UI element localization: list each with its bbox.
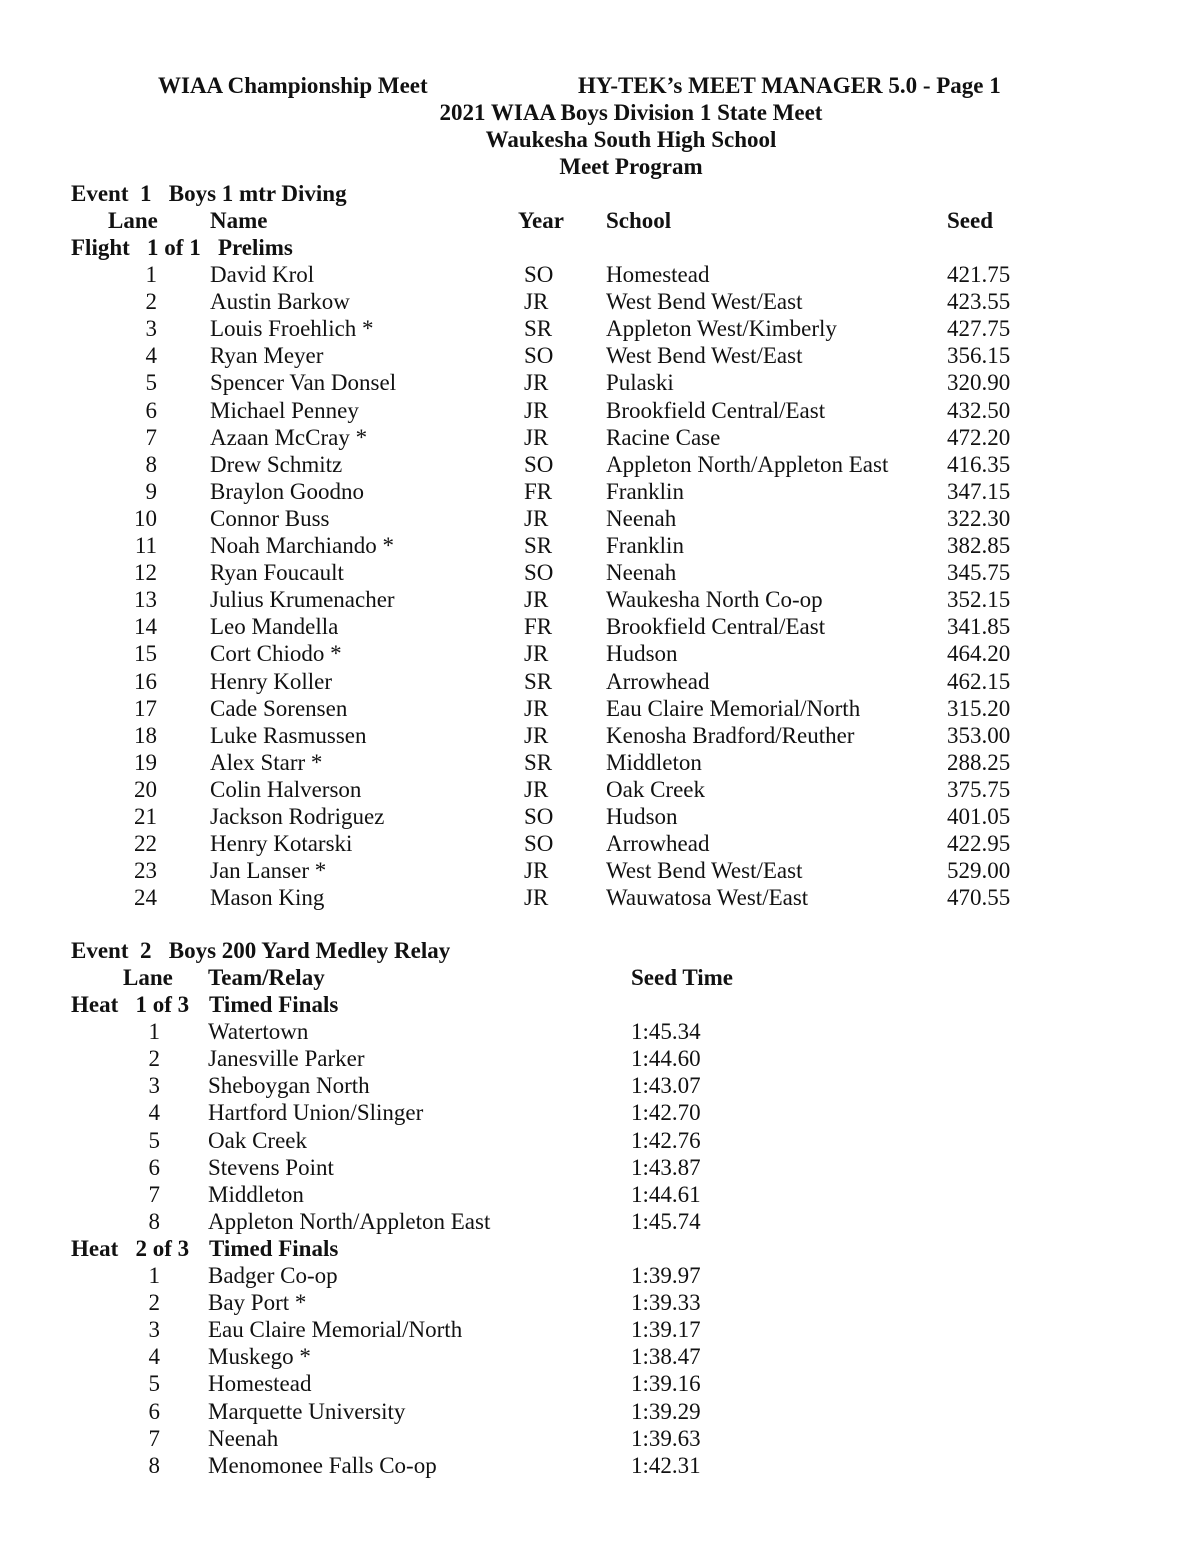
diver-year: JR (524, 885, 549, 911)
diver-name: Ryan Meyer (210, 343, 324, 369)
lane-number: 18 (134, 722, 157, 748)
diver-seed: 427.75 (947, 316, 1011, 342)
lane-number: 8 (148, 1452, 160, 1478)
diver-seed: 288.25 (947, 749, 1011, 775)
diver-name: Noah Marchiando * (210, 533, 394, 558)
table-row (0, 1425, 1200, 1452)
diver-name: Michael Penney (210, 397, 359, 423)
diver-name: Ryan Foucault (210, 560, 344, 586)
diver-seed: 353.00 (947, 722, 1011, 748)
diver-name: Jackson Rodriguez (210, 804, 385, 829)
diver-year: SO (524, 831, 554, 857)
diver-year: SO (524, 343, 554, 369)
relay-seed-time: 1:39.29 (631, 1398, 701, 1424)
heat-type: Timed Finals (209, 992, 339, 1017)
diver-name: Drew Schmitz (210, 451, 343, 477)
meet-title: 2021 WIAA Boys Division 1 State Meet (439, 100, 823, 125)
diver-name: Luke Rasmussen (210, 722, 367, 748)
lane-number: 8 (145, 451, 157, 477)
event1-column-headers (0, 207, 1200, 234)
lane-number: 3 (145, 316, 157, 342)
table-row (0, 1370, 1200, 1397)
lane-number: 2 (148, 1046, 160, 1072)
diver-seed: 345.75 (947, 560, 1011, 586)
table-row (0, 830, 1200, 857)
relay-team: Watertown (208, 1019, 309, 1045)
lane-number: 15 (134, 641, 157, 667)
lane-number: 12 (134, 560, 157, 586)
table-row (0, 451, 1200, 478)
table-row (0, 776, 1200, 803)
relay-seed-time: 1:39.97 (631, 1263, 701, 1288)
table-row (0, 369, 1200, 396)
diver-name: Alex Starr * (210, 749, 323, 775)
diver-seed: 382.85 (947, 533, 1011, 558)
col-school: School (606, 208, 672, 233)
table-row (0, 1398, 1200, 1425)
diver-name: Henry Koller (210, 668, 332, 694)
relay-team: Oak Creek (208, 1127, 307, 1153)
table-row (0, 288, 1200, 315)
relay-team: Muskego * (208, 1344, 311, 1370)
col-lane: Lane (108, 208, 158, 233)
table-row (0, 668, 1200, 695)
diver-school: Appleton North/Appleton East (606, 451, 889, 477)
relay-seed-time: 1:44.60 (631, 1046, 701, 1072)
lane-number: 20 (134, 776, 157, 802)
diver-seed: 352.15 (947, 587, 1011, 613)
col-seed-time: Seed Time (631, 965, 734, 990)
lane-number: 5 (148, 1371, 160, 1397)
diver-year: JR (524, 289, 549, 315)
diver-year: SO (524, 451, 554, 477)
diver-year: FR (524, 614, 553, 640)
lane-number: 7 (148, 1425, 160, 1451)
diver-school: Hudson (606, 641, 678, 667)
table-row (0, 1072, 1200, 1099)
diver-year: JR (524, 505, 549, 531)
diver-name: Cade Sorensen (210, 695, 348, 721)
table-row (0, 1018, 1200, 1045)
relay-seed-time: 1:42.70 (631, 1100, 701, 1126)
table-row (0, 613, 1200, 640)
diver-school: Hudson (606, 804, 678, 829)
meet-location: Waukesha South High School (485, 127, 777, 152)
lane-number: 1 (148, 1263, 160, 1288)
relay-team: Homestead (208, 1371, 312, 1397)
header-left: WIAA Championship Meet (158, 73, 428, 98)
heat-type: Timed Finals (209, 1235, 339, 1261)
relay-team: Sheboygan North (208, 1073, 370, 1099)
relay-team: Marquette University (208, 1398, 406, 1424)
diver-school: Neenah (606, 560, 677, 586)
lane-number: 6 (145, 397, 157, 423)
diver-school: Eau Claire Memorial/North (606, 695, 861, 721)
diver-school: Middleton (606, 749, 702, 775)
diver-school: Arrowhead (606, 668, 710, 694)
lane-number: 4 (145, 343, 157, 369)
diver-school: West Bend West/East (606, 858, 803, 884)
diver-seed: 422.95 (947, 831, 1011, 857)
diver-year: SO (524, 560, 554, 586)
diver-year: JR (524, 776, 549, 802)
relay-team: Menomonee Falls Co-op (208, 1452, 437, 1478)
diver-seed: 315.20 (947, 695, 1011, 721)
diver-seed: 401.05 (947, 804, 1011, 829)
heat-number: Heat 1 of 3 (71, 992, 190, 1017)
table-row (0, 315, 1200, 342)
diver-name: Colin Halverson (210, 776, 362, 802)
lane-number: 21 (134, 804, 157, 829)
diver-name: Jan Lanser * (210, 858, 327, 884)
relay-seed-time: 1:43.07 (631, 1073, 701, 1099)
lane-number: 10 (134, 505, 157, 531)
relay-team: Stevens Point (208, 1154, 334, 1180)
table-row (0, 342, 1200, 369)
relay-seed-time: 1:39.16 (631, 1371, 701, 1397)
diver-year: JR (524, 641, 549, 667)
diver-school: Brookfield Central/East (606, 614, 826, 640)
diver-seed: 416.35 (947, 451, 1011, 477)
relay-team: Hartford Union/Slinger (208, 1100, 424, 1126)
diver-year: FR (524, 478, 553, 504)
lane-number: 5 (148, 1127, 160, 1153)
diver-school: Oak Creek (606, 776, 705, 802)
lane-number: 2 (145, 289, 157, 315)
diver-name: Braylon Goodno (210, 478, 364, 504)
table-row (0, 749, 1200, 776)
lane-number: 6 (148, 1398, 160, 1424)
relay-seed-time: 1:39.33 (631, 1290, 701, 1316)
table-row (0, 1208, 1200, 1235)
lane-number: 3 (148, 1073, 160, 1099)
relay-team: Bay Port * (208, 1290, 307, 1316)
lane-number: 4 (148, 1100, 160, 1126)
table-row (0, 478, 1200, 505)
lane-number: 22 (134, 831, 157, 857)
table-row (0, 1452, 1200, 1479)
diver-school: Kenosha Bradford/Reuther (606, 722, 855, 748)
table-row (0, 424, 1200, 451)
diver-year: SO (524, 262, 554, 287)
heat-label (0, 991, 1200, 1018)
diver-school: Pulaski (606, 370, 674, 396)
diver-seed: 470.55 (947, 885, 1011, 911)
diver-seed: 375.75 (947, 776, 1011, 802)
relay-seed-time: 1:45.34 (631, 1019, 701, 1045)
lane-number: 19 (134, 749, 157, 775)
lane-number: 8 (148, 1208, 160, 1234)
table-row (0, 397, 1200, 424)
diver-seed: 347.15 (947, 478, 1011, 504)
diver-name: Spencer Van Donsel (210, 370, 397, 396)
relay-team: Eau Claire Memorial/North (208, 1317, 463, 1343)
col-seed: Seed (947, 208, 993, 233)
relay-seed-time: 1:44.61 (631, 1181, 701, 1207)
diver-year: JR (524, 722, 549, 748)
relay-team: Neenah (208, 1425, 279, 1451)
table-row (0, 559, 1200, 586)
diver-year: JR (524, 424, 549, 450)
diver-school: Racine Case (606, 424, 721, 450)
col-team: Team/Relay (208, 965, 325, 990)
lane-number: 7 (148, 1181, 160, 1207)
diver-seed: 320.90 (947, 370, 1011, 396)
table-row (0, 695, 1200, 722)
table-row (0, 1289, 1200, 1316)
lane-number: 3 (148, 1317, 160, 1343)
relay-team: Badger Co-op (208, 1263, 338, 1288)
table-row (0, 884, 1200, 911)
table-row (0, 803, 1200, 830)
table-row (0, 1181, 1200, 1208)
lane-number: 13 (134, 587, 157, 613)
diver-school: Wauwatosa West/East (606, 885, 809, 911)
lane-number: 6 (148, 1154, 160, 1180)
diver-year: SO (524, 804, 554, 829)
lane-number: 7 (145, 424, 157, 450)
diver-school: Arrowhead (606, 831, 710, 857)
diver-seed: 322.30 (947, 505, 1011, 531)
relay-seed-time: 1:42.76 (631, 1127, 701, 1153)
lane-number: 17 (134, 695, 157, 721)
relay-seed-time: 1:45.74 (631, 1208, 701, 1234)
diver-name: Azaan McCray * (210, 424, 368, 450)
lane-number: 1 (148, 1019, 160, 1045)
lane-number: 11 (134, 533, 157, 558)
event1-title: Event 1 Boys 1 mtr Diving (71, 181, 347, 206)
diver-school: Franklin (606, 478, 684, 504)
relay-seed-time: 1:43.87 (631, 1154, 701, 1180)
diver-name: Cort Chiodo * (210, 641, 342, 667)
diver-name: Mason King (210, 885, 325, 911)
table-row (0, 722, 1200, 749)
diver-school: Franklin (606, 533, 684, 558)
heat-label (0, 1235, 1200, 1262)
event2-title: Event 2 Boys 200 Yard Medley Relay (71, 938, 451, 963)
lane-number: 2 (148, 1290, 160, 1316)
diver-seed: 462.15 (947, 668, 1011, 694)
diver-year: SR (524, 668, 553, 694)
diver-year: JR (524, 695, 549, 721)
diver-school: West Bend West/East (606, 289, 803, 315)
table-row (0, 586, 1200, 613)
heat-number: Heat 2 of 3 (71, 1235, 190, 1261)
diver-year: JR (524, 858, 549, 884)
table-row (0, 532, 1200, 559)
diver-name: Henry Kotarski (210, 831, 353, 857)
diver-name: Connor Buss (210, 505, 330, 531)
diver-seed: 421.75 (947, 262, 1011, 287)
diver-seed: 356.15 (947, 343, 1011, 369)
relay-seed-time: 1:38.47 (631, 1344, 701, 1370)
lane-number: 24 (134, 885, 157, 911)
diver-seed: 529.00 (947, 858, 1011, 884)
table-row (0, 640, 1200, 667)
table-row (0, 1127, 1200, 1154)
table-row (0, 1343, 1200, 1370)
table-row (0, 1316, 1200, 1343)
diver-name: David Krol (210, 262, 315, 287)
col-year: Year (518, 208, 564, 233)
lane-number: 1 (145, 262, 157, 287)
diver-seed: 423.55 (947, 289, 1011, 315)
diver-year: SR (524, 316, 553, 342)
event2-column-headers (0, 964, 1200, 991)
diver-seed: 341.85 (947, 614, 1011, 640)
col-lane: Lane (123, 965, 173, 990)
diver-school: Waukesha North Co-op (606, 587, 823, 613)
diver-seed: 464.20 (947, 641, 1011, 667)
diver-seed: 472.20 (947, 424, 1011, 450)
diver-year: SR (524, 749, 553, 775)
diver-school: Neenah (606, 505, 677, 531)
lane-number: 4 (148, 1344, 160, 1370)
table-row (0, 261, 1200, 288)
lane-number: 16 (134, 668, 157, 694)
relay-team: Janesville Parker (208, 1046, 365, 1072)
diver-year: JR (524, 370, 549, 396)
meet-program-title: Meet Program (559, 154, 703, 179)
lane-number: 9 (145, 478, 157, 504)
header-right: HY-TEK’s MEET MANAGER 5.0 - Page 1 (578, 73, 1001, 98)
relay-seed-time: 1:42.31 (631, 1452, 701, 1478)
diver-name: Julius Krumenacher (210, 587, 395, 613)
table-row (0, 1154, 1200, 1181)
diver-school: West Bend West/East (606, 343, 803, 369)
table-row (0, 505, 1200, 532)
diver-year: JR (524, 587, 549, 613)
lane-number: 14 (134, 614, 157, 640)
relay-seed-time: 1:39.63 (631, 1425, 701, 1451)
lane-number: 23 (134, 858, 157, 884)
relay-team: Appleton North/Appleton East (208, 1208, 491, 1234)
table-row (0, 1262, 1200, 1289)
table-row (0, 1099, 1200, 1126)
diver-name: Louis Froehlich * (210, 316, 374, 342)
diver-year: JR (524, 397, 549, 423)
diver-year: SR (524, 533, 553, 558)
diver-school: Appleton West/Kimberly (606, 316, 837, 342)
col-name: Name (210, 208, 268, 233)
diver-name: Austin Barkow (210, 289, 350, 315)
diver-name: Leo Mandella (210, 614, 339, 640)
table-row (0, 857, 1200, 884)
lane-number: 5 (145, 370, 157, 396)
diver-school: Brookfield Central/East (606, 397, 826, 423)
event1-flight-label: Flight 1 of 1 Prelims (71, 235, 293, 260)
relay-team: Middleton (208, 1181, 304, 1207)
diver-seed: 432.50 (947, 397, 1011, 423)
table-row (0, 1045, 1200, 1072)
diver-school: Homestead (606, 262, 710, 287)
relay-seed-time: 1:39.17 (631, 1317, 701, 1343)
